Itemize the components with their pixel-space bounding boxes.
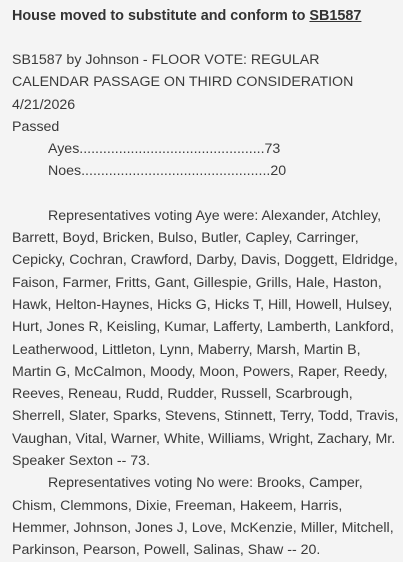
vote-title: SB1587 by Johnson - FLOOR VOTE: REGULAR CALENDAR PASSAGE ON THIRD CONSIDERATION 4/21/2026: [12, 52, 354, 113]
no-voters: Representatives voting No were: Brooks, Camper, Chism, Clemmons, Dixie, Freeman, Hakeem, Harris, Hemmer, Johnson, Jones J, Love, McKenzie, Miller, Mitchell, Parkinson, Pearson, Powell, Salinas, Shaw -- 20.: [12, 475, 394, 559]
spacer: [12, 183, 400, 205]
aye-voters: Representatives voting Aye were: Alexander, Atchley, Barrett, Boyd, Bricken, Bulso, Butler, Capley, Carringer, Cepicky, Cochran, Crawford, Darby, Davis, Doggett, Eldridge, Faison, Farmer, Fritts, Gant, Gillespie, Grills, Hale, Haston, Hawk, Helton-Haynes, Hicks G, Hicks T, Hill, Howell, Hulsey, Hurt, Jones R, Keisling, Kumar, Lafferty, Lamberth, Lankford, Leatherwood, Littleton, Lynn, Maberry, Marsh, Martin B, Martin G, McCalmon, Moody, Moon, Powers, Raper, Reedy, Reeves, Reneau, Rudd, Rudder, Russell, Scarbrough, Sherrell, Slater, Sparks, Stevens, Stinnett, Terry, Todd, Travis, Vaughan, Vital, Warner, White, Williams, Wright, Zachary, Mr. Speaker Sexton -- 73.: [12, 207, 399, 470]
noes-count: Noes................................................20: [48, 163, 287, 180]
spacer: [12, 26, 400, 49]
ayes-count: Ayes...............................................73: [48, 141, 281, 158]
heading-text: House moved to substitute and conform to: [12, 8, 310, 24]
vote-result: Passed: [12, 118, 60, 135]
action-heading: [12, 6, 400, 26]
bill-link[interactable]: SB1587: [309, 8, 362, 24]
